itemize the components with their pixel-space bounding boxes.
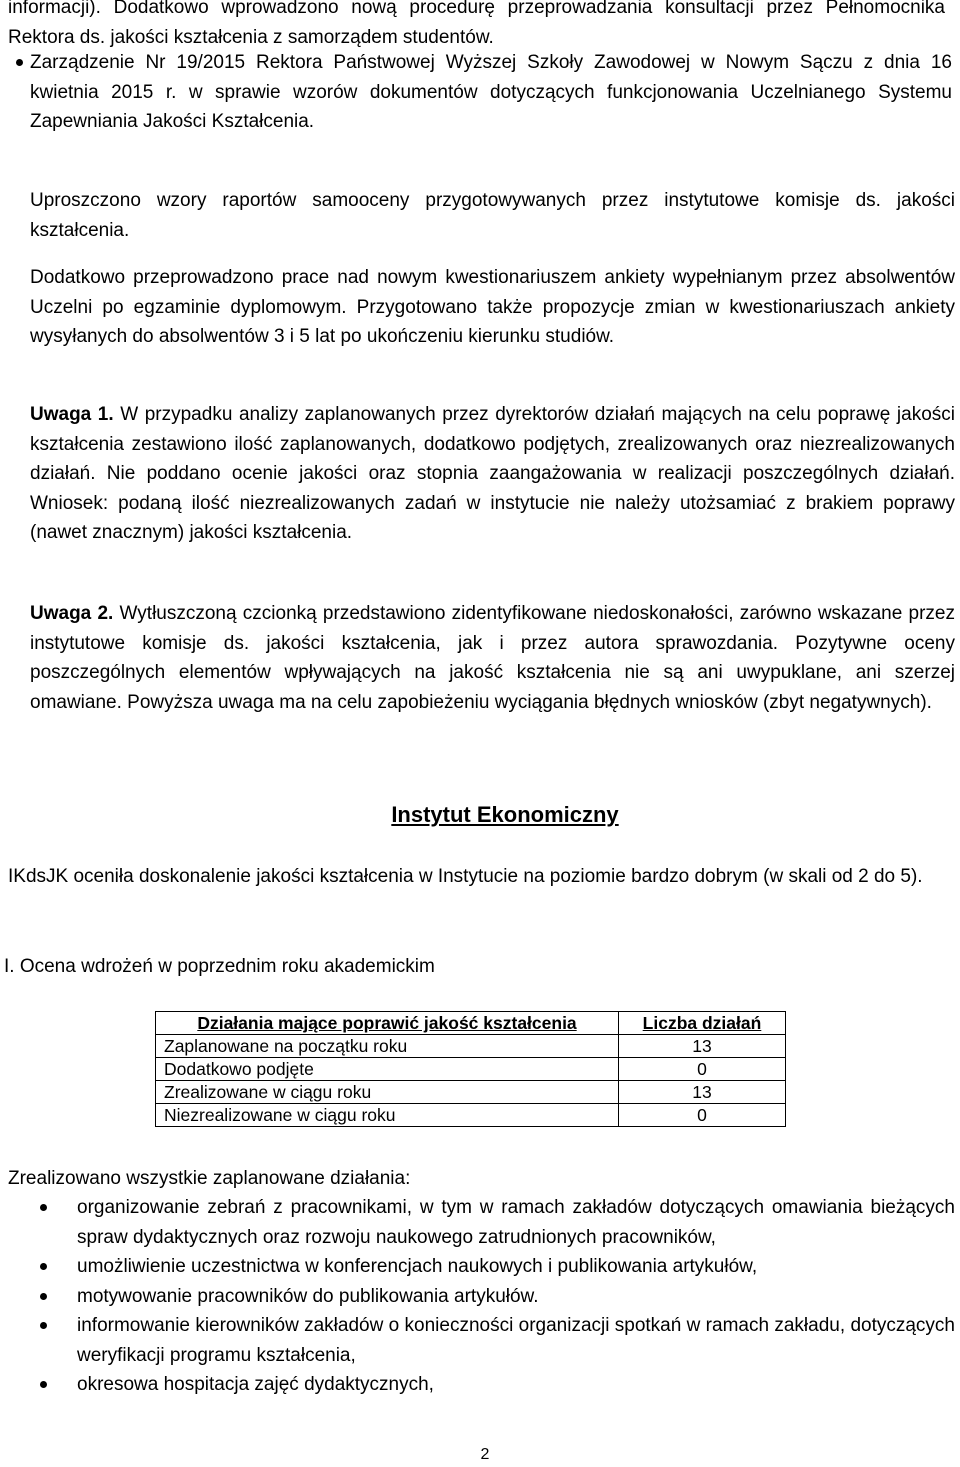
note-2 [30,599,955,717]
table-header-cell: Działania mające poprawić jakość kształcenia [156,1012,619,1035]
list-item-text: umożliwienie uczestnictwa w konferencjach naukowych i publikowania artykułów, [77,1256,758,1277]
note-1-label: Uwaga 1. [30,404,114,425]
note-1 [30,400,955,548]
bullet-dot-icon [40,1263,47,1270]
list-item-text: informowanie kierowników zakładów o konieczności organizacji spotkań w ramach zakładu, dotyczących weryfikacji programu kształcenia, [77,1315,955,1366]
bullet-dot-icon [40,1204,47,1211]
list-item [0,1193,955,1252]
paragraph-simplified-templates: Uproszczono wzory raportów samooceny przygotowywanych przez instytutowe komisje ds. jakości kształcenia. [30,190,955,241]
bullet-dot-icon [16,59,23,66]
list-item-text: motywowanie pracowników do publikowania artykułów. [77,1285,539,1307]
table-cell: 13 [619,1081,786,1104]
list-item [0,1370,878,1400]
table-cell: Niezrealizowane w ciągu roku [156,1104,619,1127]
note-1-text: W przypadku analizy zaplanowanych przez dyrektorów działań mających na celu poprawę jakości kształcenia zestawiono ilość zaplanowanych, dodatkowo podjętych, zrealizowanych oraz niezrealizowanych działań. Nie poddano ocenie jakości oraz stopnia zaangażowania w realizacji poszczególnych działań. Wniosek: podaną ilość niezrealizowanych zadań w instytucie nie należy utożsamiać z brakiem poprawy (nawet znacznym) jakości kształcenia. [30,404,955,543]
table-header-cell: Liczba działań [619,1012,786,1035]
table-cell: Zrealizowane w ciągu roku [156,1081,619,1104]
section-subtitle: I. Ocena wdrożeń w poprzednim roku akademickim [4,956,435,977]
page-number: 2 [480,1446,490,1463]
bullet-item-regulation: Zarządzenie Nr 19/2015 Rektora Państwowej Wyższej Szkoły Zawodowej w Nowym Sączu z dnia 16 kwietnia 2015 r. w sprawie wzorów dokumentów dotyczących funkcjonowania Uczelnianego Systemu Zapewniania Jakości Kształcenia. [30,52,952,132]
table-row [156,1104,786,1127]
section-intro: IKdsJK oceniła doskonalenie jakości kształcenia w Instytucie na poziomie bardzo dobrym (w skali od 2 do 5). [8,866,923,887]
table-cell: Dodatkowo podjęte [156,1058,619,1081]
table-row [156,1058,786,1081]
bullet-dot-icon [40,1293,47,1300]
list-item [0,1311,955,1370]
bullet-dot-icon [40,1322,47,1329]
realized-list [0,1193,955,1400]
table-cell: 0 [619,1058,786,1081]
list-item [0,1252,878,1282]
table-cell: 0 [619,1104,786,1127]
list-item-text: organizowanie zebrań z pracownikami, w tym w ramach zakładów dotyczących omawiania bieżących spraw dydaktycznych oraz rozwoju naukowego zatrudnionych pracowników, [77,1197,955,1248]
realized-intro: Zrealizowano wszystkie zaplanowane działania: [8,1168,411,1189]
paragraph-continuation: informacji). Dodatkowo wprowadzono nową procedurę przeprowadzania konsultacji przez Pełnomocnika Rektora ds. jakości kształcenia z samorządem studentów. [8,0,945,48]
table-cell: Zaplanowane na początku roku [156,1035,619,1058]
section-heading: Instytut Ekonomiczny [391,802,619,827]
paragraph-questionnaire: Dodatkowo przeprowadzono prace nad nowym kwestionariuszem ankiety wypełnianym przez absolwentów Uczelni po egzaminie dyplomowym. Przygotowano także propozycje zmian w kwestionariuszach ankiety wysyłanych do absolwentów 3 i 5 lat po ukończeniu kierunku studiów. [30,267,955,347]
table-row [156,1035,786,1058]
list-item-text: okresowa hospitacja zajęć dydaktycznych, [77,1374,434,1395]
note-2-text: Wytłuszczoną czcionką przedstawiono zidentyfikowane niedoskonałości, zarówno wskazane przez instytutowe komisje ds. jakości kształcenia, jak i przez autora sprawozdania. Pozytywne oceny poszczególnych elementów wpływających na jakość kształcenia nie są ani uwypuklane, ani szerzej omawiane. Powyższa uwaga ma na celu zapobieżeniu wyciągania błędnych wniosków (zbyt negatywnych). [30,603,955,713]
table-row [156,1081,786,1104]
table-cell: 13 [619,1035,786,1058]
note-2-label: Uwaga 2. [30,603,114,624]
bullet-dot-icon [40,1381,47,1388]
actions-table [155,1011,786,1127]
table-header-row [156,1012,786,1035]
list-item [0,1282,878,1312]
